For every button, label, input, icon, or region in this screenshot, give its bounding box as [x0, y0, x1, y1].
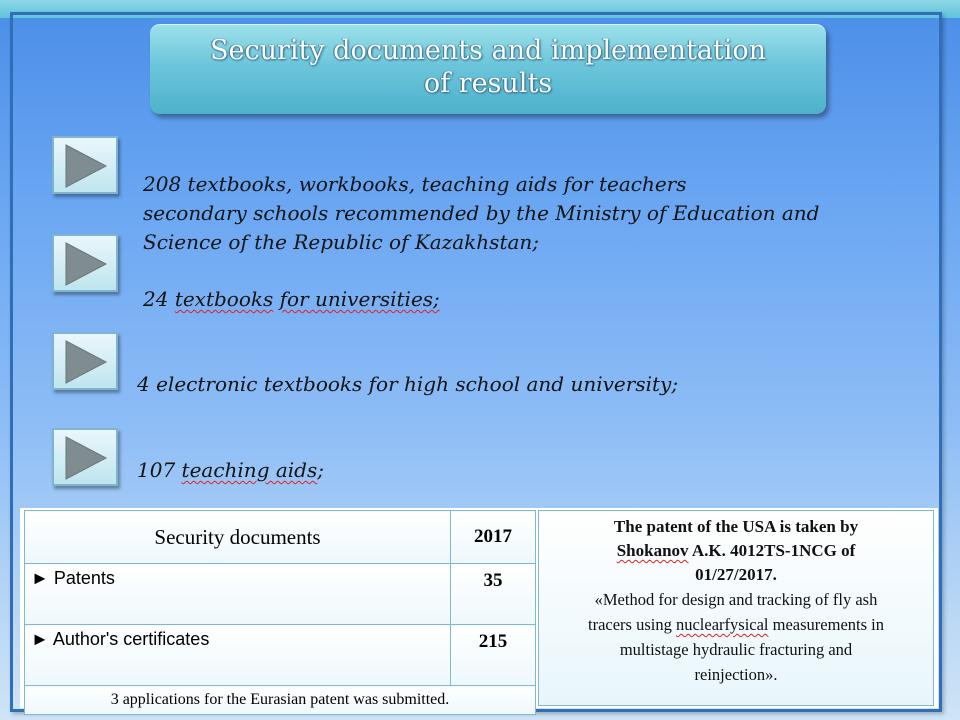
bullet-prefix: 107	[137, 458, 182, 482]
header-security-documents: Security documents	[25, 511, 451, 564]
bullet-teaching-aids	[137, 456, 324, 485]
patent-body-part2: measurements in multistage hydraulic fracturing and reinjection».	[619, 615, 884, 684]
bullet-underlined-phrase: for universities;	[279, 287, 440, 311]
table-row	[25, 564, 536, 625]
eurasian-applications-note: 3 applications for the Eurasian patent was submitted.	[25, 686, 536, 715]
bullet-electronic-textbooks: 4 electronic textbooks for high school and university;	[137, 372, 679, 396]
bullet-textbooks-secondary: 208 textbooks, workbooks, teaching aids for teachers secondary schools recommended by the Ministry of Education and Science of the Republic of Kazakhstan;	[143, 172, 820, 254]
bullet-textbooks-universities	[143, 285, 440, 314]
patent-holder-name: Shokanov	[616, 541, 689, 560]
bullet-underlined-phrase: teaching aids	[181, 458, 318, 482]
header-year: 2017	[451, 511, 536, 564]
patent-heading	[545, 515, 927, 587]
usa-patent-note	[538, 510, 934, 706]
table-row	[25, 625, 536, 686]
security-table-area	[20, 508, 938, 708]
patent-heading-line1: The patent of the USA is taken by	[613, 517, 859, 536]
bullet-prefix: 24	[143, 287, 175, 311]
play-arrow-icon[interactable]	[52, 332, 118, 390]
row-value-certificates: 215	[451, 625, 536, 686]
slide-title: Security documents and implementation of results	[209, 35, 767, 99]
patent-body-part1: «Method for design and tracking of fly ash tracers using	[588, 590, 878, 634]
patent-heading-line2: A.K. 4012TS-1NCG of	[688, 541, 856, 560]
play-arrow-icon[interactable]	[52, 136, 118, 194]
title-box	[150, 24, 826, 114]
patent-body-underlined: nuclearfysical	[675, 615, 769, 634]
row-label-patents: ► Patents	[25, 564, 451, 625]
bullet-underlined-word: textbooks	[174, 287, 274, 311]
patent-description	[545, 587, 927, 687]
patent-date: 01/27/2017.	[695, 565, 777, 584]
row-label-certificates: ► Author's certificates	[25, 625, 451, 686]
play-arrow-icon[interactable]	[52, 234, 118, 292]
row-value-patents: 35	[451, 564, 536, 625]
security-documents-table	[24, 510, 536, 715]
bullet-suffix: ;	[317, 458, 324, 482]
play-arrow-icon[interactable]	[52, 428, 118, 486]
table-footer-row	[25, 686, 536, 715]
table-header-row	[25, 511, 536, 564]
